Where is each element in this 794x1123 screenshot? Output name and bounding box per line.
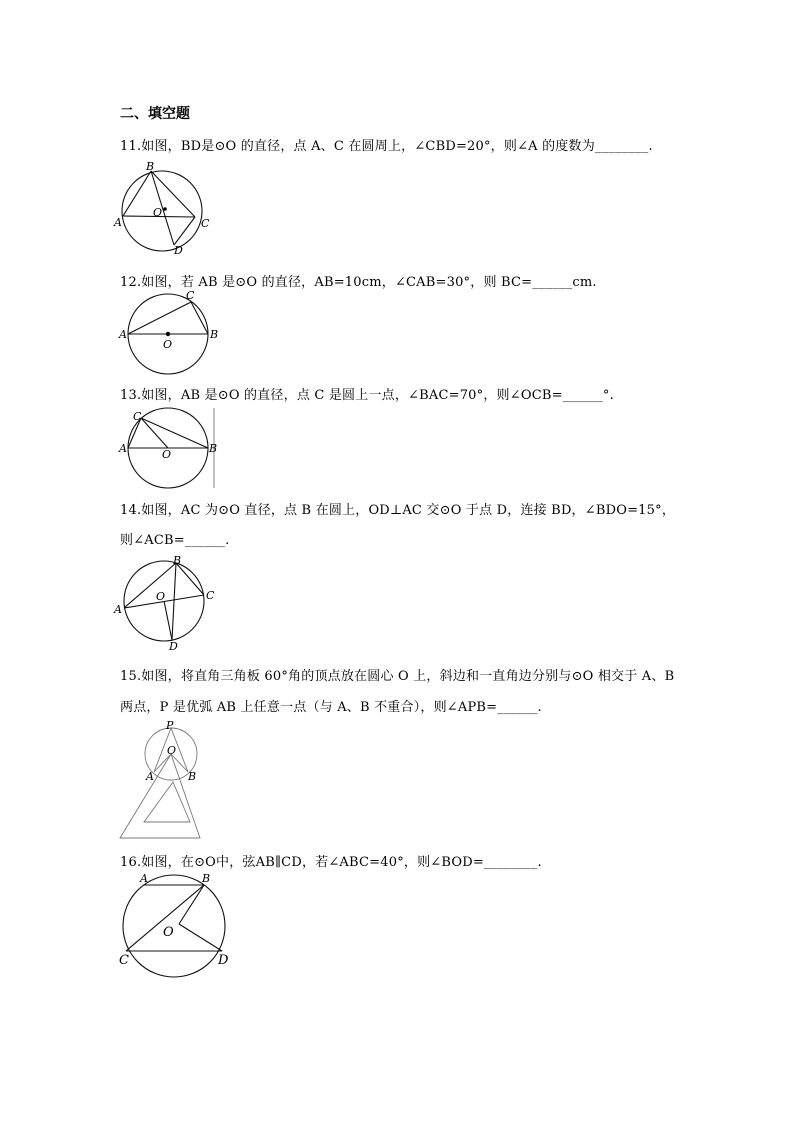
question-14-text-2: 则∠ACB=______. [120,533,230,548]
label-p: P [166,719,174,732]
question-16-text: 16.如图，在⊙O中，弦AB∥CD，若∠ABC=40°，则∠BOD=________. [120,855,542,870]
question-13-text: 13.如图，AB 是⊙O 的直径，点 C 是圆上一点，∠BAC=70°，则∠OCB=______°. [120,388,614,403]
figure-q14 [114,554,218,653]
label-o: O [163,338,173,351]
label-o: O [162,448,172,461]
question-14-text: 14.如图，AC 为⊙O 直径，点 B 在圆上，OD⊥AC 交⊙O 于点 D，连接 BD，∠BDO=15°， [120,503,676,518]
label-b: B [210,328,219,341]
label-o: O [153,206,163,219]
label-c: C [119,953,129,968]
label-b: B [173,554,182,567]
question-15-text-2: 两点，P 是优弧 AB 上任意一点（与 A、B 不重合），则∠APB=______. [120,700,542,715]
label-d: D [169,640,178,653]
figure-q11 [114,160,218,257]
figure-q12 [118,290,218,350]
triangle-ruler [120,754,200,838]
label-c: C [186,289,195,302]
label-a: A [140,872,148,885]
label-c: C [201,217,210,230]
label-o: O [167,744,177,757]
section-heading: 二、填空题 [120,106,190,122]
figure-q16 [118,872,230,978]
label-d: D [218,953,229,968]
figure-q15 [116,718,206,842]
question-15-text: 15.如图，将直角三角板 60°角的顶点放在圆心 O 上，斜边和一直角边分别与⊙O 相交于 A、B [120,669,675,684]
label-a: A [114,603,122,616]
label-b: B [202,872,211,885]
label-a: A [119,442,127,455]
label-a: A [119,328,127,341]
label-b: B [188,770,197,783]
figure-q13 [118,406,218,488]
label-a: A [146,770,154,783]
label-b: B [146,160,155,173]
question-12-text: 12.如图，若 AB 是⊙O 的直径，AB=10cm，∠CAB=30°，则 BC=______cm. [120,275,597,290]
label-d: D [174,244,183,257]
label-c: C [206,589,215,602]
question-11-text: 11.如图，BD是⊙O 的直径，点 A、C 在圆周上，∠CBD=20°，则∠A 的度数为________. [120,139,653,154]
label-b: B [209,442,218,455]
label-c: C [133,410,142,423]
label-a: A [114,216,122,229]
label-o: O [156,590,166,603]
label-o: O [163,925,174,940]
circle-o [123,875,225,977]
